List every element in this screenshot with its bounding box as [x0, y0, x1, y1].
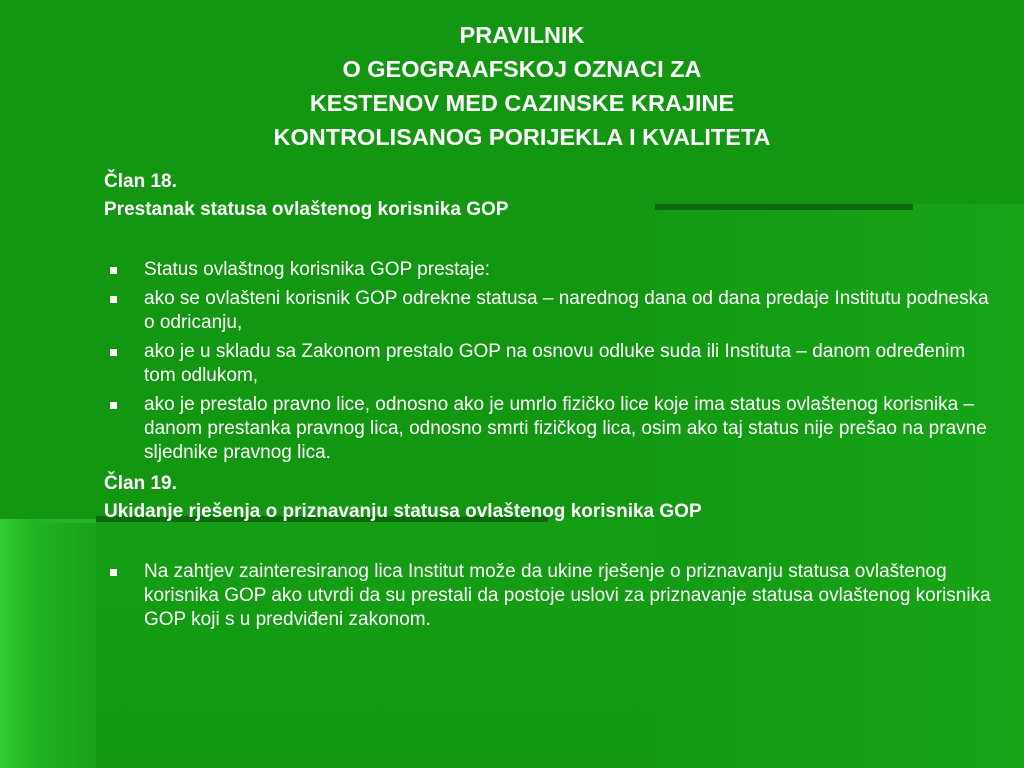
- square-bullet-icon: [110, 569, 117, 576]
- title-line-2: O GEOGRAAFSKOJ OZNACI ZA: [342, 56, 702, 82]
- article-19-heading: Ukidanje rješenja o priznavanju statusa ovlaštenog korisnika GOP: [104, 501, 702, 522]
- list-item-text: Status ovlaštnog korisnika GOP prestaje:: [144, 259, 491, 280]
- article-18-heading: Prestanak statusa ovlaštenog korisnika GOP: [104, 199, 509, 220]
- decorative-bar-highlight: [36, 519, 96, 523]
- list-item-text: Na zahtjev zainteresiranog lica Institut može da ukine rješenje o priznavanju statusa ovlaštenog korisnika GOP ako utvrdi da su prestali da postoje uslovi za priznavanje statusa ovlaštenog korisnika GOP koji s u predviđeni zakonom.: [144, 561, 991, 630]
- list-item: [104, 340, 994, 388]
- slide-title: [100, 18, 944, 154]
- list-item: [104, 393, 994, 465]
- list-item-text: ako je u skladu sa Zakonom prestalo GOP na osnovu odluke suda ili Instituta – danom određenim tom odlukom,: [144, 341, 966, 386]
- square-bullet-icon: [110, 296, 117, 303]
- title-line-3: KESTENOV MED CAZINSKE KRAJINE: [309, 90, 735, 116]
- article-19-number: Član 19.: [104, 473, 177, 494]
- background-panel-left-gradient: [0, 519, 96, 768]
- square-bullet-icon: [110, 267, 117, 274]
- list-item-text: ako se ovlašteni korisnik GOP odrekne statusa – narednog dana od dana predaje Institutu podneska o odricanju,: [144, 288, 989, 333]
- square-bullet-icon: [110, 402, 117, 409]
- article-19-bullet-list: [104, 560, 1004, 632]
- article-18-bullet-list: [104, 258, 1004, 465]
- list-item-text: ako je prestalo pravno lice, odnosno ako je umrlo fizičko lice koje ima status ovlaštenog korisnika – danom prestanka pravnog lica, odnosno smrti fizičkog lica, osim ako taj status nije prešao na pravne sljednike pravnog lica.: [144, 394, 987, 463]
- square-bullet-icon: [110, 349, 117, 356]
- title-line-1: PRAVILNIK: [459, 22, 585, 48]
- slide-body: [104, 168, 1004, 637]
- list-item: [104, 287, 994, 335]
- article-18-number: Član 18.: [104, 171, 177, 192]
- title-line-4: KONTROLISANOG PORIJEKLA I KVALITETA: [273, 124, 771, 150]
- list-item: [104, 258, 994, 282]
- list-item: [104, 560, 994, 632]
